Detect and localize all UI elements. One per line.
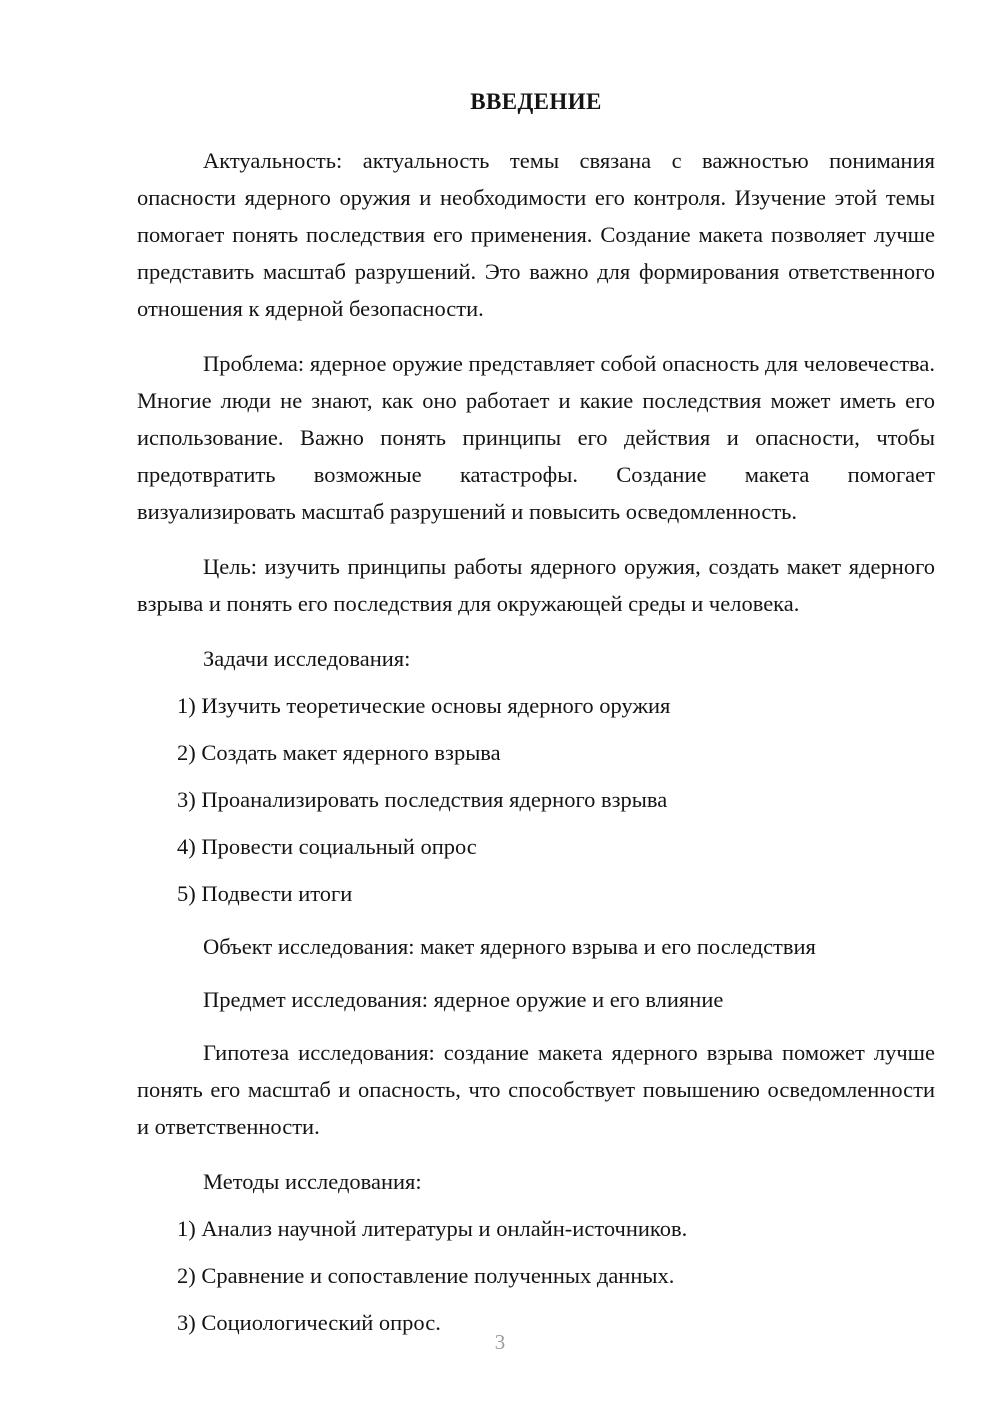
page-title: ВВЕДЕНИЕ [470,89,602,114]
list-item: 4) Провести социальный опрос [177,833,477,859]
methods-heading: Методы исследования: [203,1168,422,1194]
paragraph-relevance: Актуальность: актуальность темы связана с важностью понимания опасности ядерного оружия и необходимости его контроля. Изучение этой темы помогает понять последствия его применения. Создание макета позволяет лучше представить масштаб разрушений. Это важно для формирования ответственного отношения к ядерной безопасности. [137,147,935,321]
list-item: 2) Сравнение и сопоставление полученных данных. [177,1262,675,1288]
list-item: 5) Подвести итоги [177,880,353,906]
methods-list [137,1210,935,1341]
list-item: 3) Социологический опрос. [177,1309,441,1335]
tasks-list [137,687,935,912]
list-item: 3) Проанализировать последствия ядерного взрыва [177,786,668,812]
list-item: 2) Создать макет ядерного взрыва [177,739,501,765]
document-body [137,88,935,1351]
page-number: 3 [494,1330,506,1354]
list-item: 1) Изучить теоретические основы ядерного оружия [177,692,671,718]
list-item: 1) Анализ научной литературы и онлайн-источников. [177,1215,688,1241]
subject-of-research: Предмет исследования: ядерное оружие и его влияние [203,986,724,1012]
tasks-heading: Задачи исследования: [203,645,411,671]
paragraph-hypothesis: Гипотеза исследования: создание макета ядерного взрыва поможет лучше понять его масштаб и опасность, что способствует повышению осведомленности и ответственности. [137,1039,935,1139]
paragraph-goal: Цель: изучить принципы работы ядерного оружия, создать макет ядерного взрыва и понять его последствия для окружающей среды и человека. [137,553,935,616]
object-of-research: Объект исследования: макет ядерного взрыва и его последствия [203,933,816,959]
paragraph-problem: Проблема: ядерное оружие представляет собой опасность для человечества. Многие люди не знают, как оно работает и какие последствия может иметь его использование. Важно понять принципы его действия и опасности, чтобы предотвратить возможные катастрофы. Создание макета помогает визуализировать масштаб разрушений и повысить осведомленность. [137,350,935,524]
